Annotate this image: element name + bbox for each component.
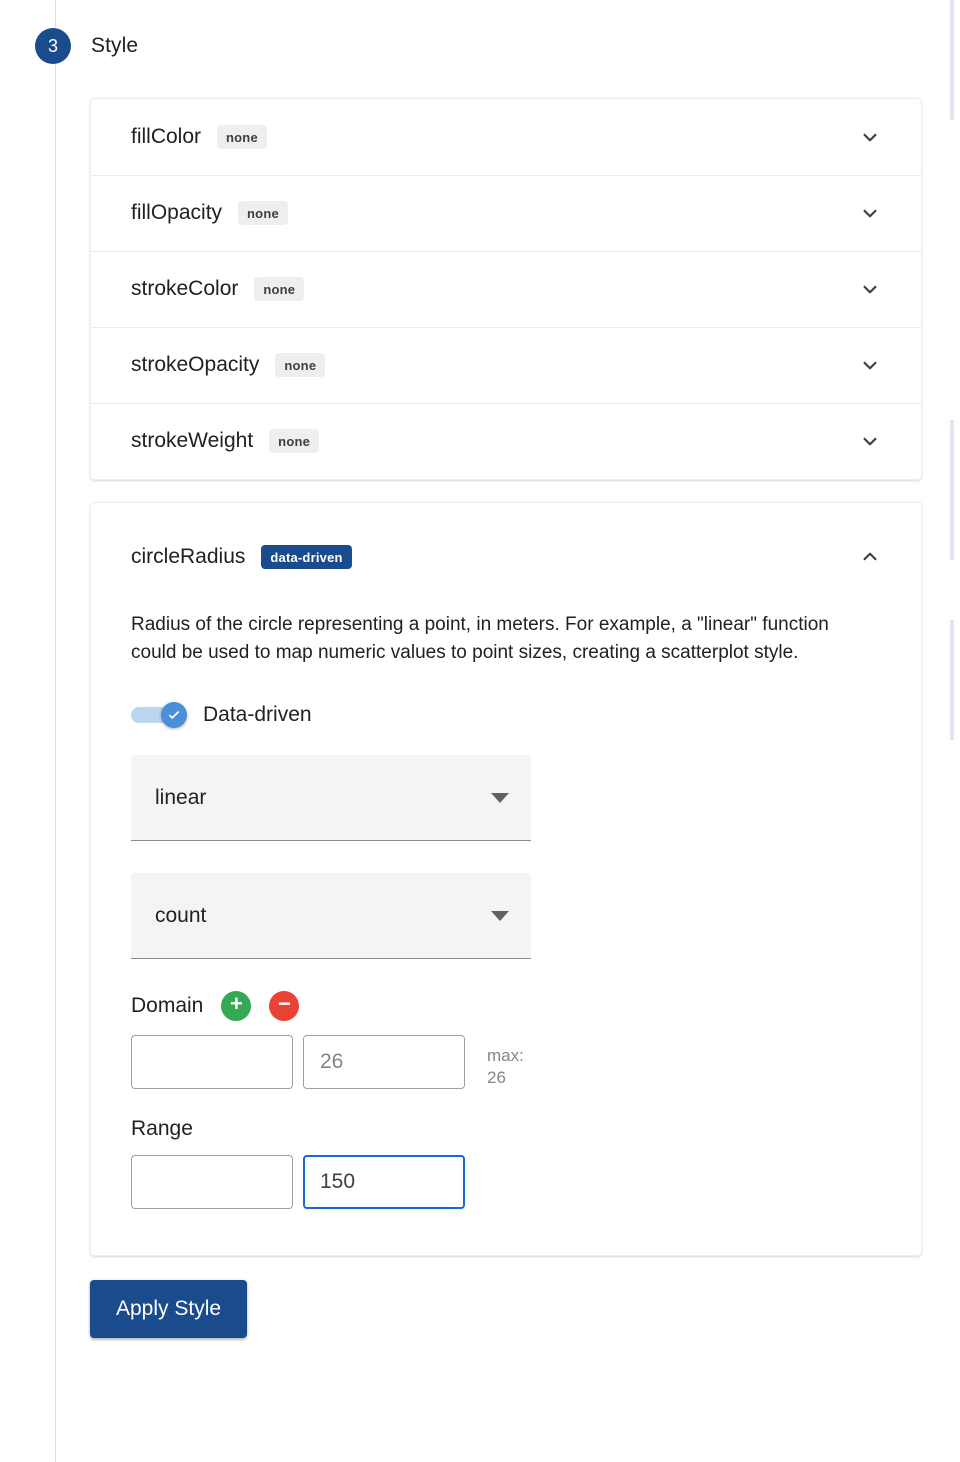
scroll-edge-artifact-bottom [950,620,954,740]
circleradius-body [91,611,921,1255]
panel-row-circleradius[interactable] [91,503,921,611]
chevron-down-icon[interactable] [857,200,883,226]
function-select[interactable] [131,755,531,841]
field-select[interactable] [131,873,531,959]
data-driven-label: Data-driven [203,703,312,726]
status-badge: none [269,429,319,453]
domain-max-input[interactable] [303,1035,465,1089]
function-select-value: linear [155,785,207,809]
panel-label: fillOpacity [131,201,223,224]
range-inputs-row [131,1155,881,1209]
chevron-down-icon[interactable] [857,428,883,454]
panel-label: strokeWeight [131,429,254,452]
panel-row-fillcolor[interactable] [91,99,921,175]
step-number-badge: 3 [35,28,71,64]
data-driven-toggle[interactable] [131,704,187,726]
scroll-edge-artifact-mid [950,420,954,560]
range-max-input[interactable] [303,1155,465,1209]
page-title: Style [91,34,139,57]
chevron-down-icon[interactable] [857,276,883,302]
style-panel-content [90,98,922,1338]
panel-row-fillopacity[interactable] [91,175,921,251]
panel-row-strokeopacity[interactable] [91,327,921,403]
toggle-knob-check-icon [161,702,187,728]
domain-header [131,991,881,1021]
status-badge: none [217,125,267,149]
panel-label: fillColor [131,125,202,148]
domain-label: Domain [131,994,204,1017]
panel-label: strokeColor [131,277,239,300]
plus-icon: + [229,991,243,1016]
chevron-down-icon[interactable] [857,352,883,378]
chevron-down-icon [491,911,509,921]
data-driven-toggle-row[interactable] [131,703,881,727]
range-label: Range [131,1117,193,1140]
domain-min-input[interactable] [131,1035,293,1089]
step-header [0,28,138,64]
panel-row-strokecolor[interactable] [91,251,921,327]
domain-remove-button[interactable] [269,991,299,1021]
domain-add-button[interactable] [221,991,251,1021]
panel-label: circleRadius [131,545,246,568]
panel-row-strokeweight[interactable] [91,403,921,479]
circleradius-card [90,502,922,1256]
field-select-value: count [155,903,207,927]
domain-inputs-row [131,1035,881,1089]
style-properties-card [90,98,922,480]
range-min-input[interactable] [131,1155,293,1209]
status-badge: none [238,201,288,225]
minus-icon: − [277,991,291,1016]
stepper-rail [55,0,56,1462]
property-description: Radius of the circle representing a point, in meters. For example, a "linear" function could be used to map numeric values to point sizes, creating a scatterplot style. [131,614,829,663]
status-badge: none [254,277,304,301]
range-header [131,1117,881,1141]
chevron-down-icon [491,793,509,803]
domain-max-note-line1: max: [487,1046,524,1065]
scroll-edge-artifact-top [950,0,954,120]
domain-max-note-line2: 26 [487,1068,506,1087]
panel-label: strokeOpacity [131,353,260,376]
status-badge: data-driven [261,545,351,569]
domain-max-note [487,1045,524,1089]
status-badge: none [275,353,325,377]
chevron-down-icon[interactable] [857,124,883,150]
chevron-up-icon[interactable] [857,544,883,570]
apply-style-button[interactable]: Apply Style [90,1280,247,1338]
